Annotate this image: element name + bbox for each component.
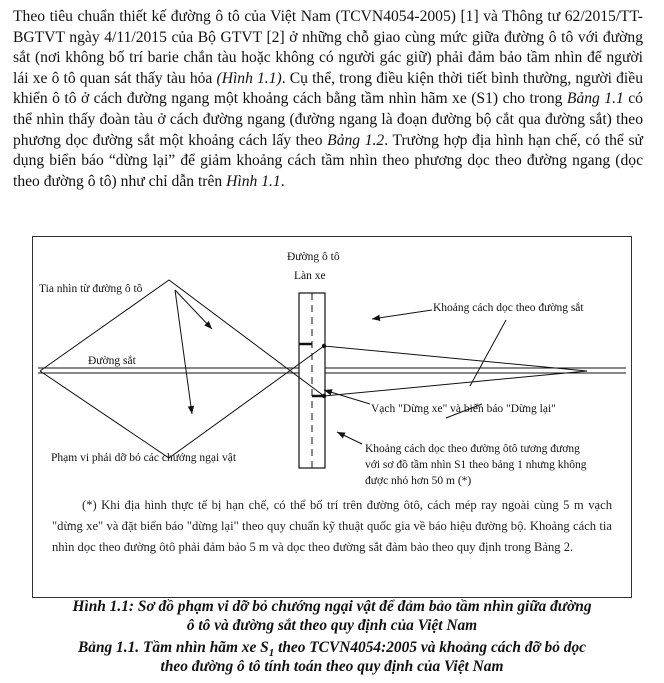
sightline-label: Tia nhìn từ đường ô tô [39, 283, 143, 295]
sight-point [322, 344, 326, 348]
leader-line [372, 310, 432, 319]
table-caption: theo đường ô tô tính toán theo quy định của Việt Nam [160, 658, 504, 675]
figure-note: (*) Khi địa hình thực tế bị hạn chế, có thể bố trí trên đường ôtô, cách mép ray ngoài cùng 5 m vạch "dừng xe" và đặt biển báo "dừng lại" theo quy chuẩn kỹ thuật quốc gia về báo hiệu đường bộ. Khoảng cách tia nhìn dọc theo đường ôtô phải đảm bảo 5 m và dọc theo đường sắt đảm bảo theo quy định trong Bảng 2. [52, 498, 612, 554]
road-distance-label: được nhỏ hơn 50 m (*) [365, 475, 472, 487]
leader-line [175, 290, 212, 329]
figure-caption: Hình 1.1: Sơ đồ phạm vi dỡ bỏ chướng ngại vật để đảm bảo tầm nhìn giữa đường [72, 598, 592, 615]
figure-reference: Hình 1.1 [226, 172, 281, 190]
stop-label: Vạch "Dừng xe" và biển báo "Dừng lại" [371, 403, 556, 415]
leader-line [337, 432, 362, 444]
railway-label: Đường sắt [88, 355, 136, 367]
table-reference: Bảng 1.2 [327, 131, 385, 149]
leader-line [470, 320, 506, 386]
sight-point [322, 394, 326, 398]
road-distance-label: Khoảng cách dọc theo đường ôtô tương đương [365, 443, 580, 455]
lane-label: Làn xe [294, 270, 326, 282]
table-reference: Bảng 1.1 [566, 90, 624, 108]
leader-line [175, 290, 192, 414]
clear-zone-label: Phạm vi phải dỡ bỏ các chướng ngại vật [51, 452, 237, 464]
rail-distance-label: Khoảng cách dọc theo đường sắt [433, 302, 584, 314]
figure-caption: ô tô và đường sắt theo quy định của Việt Nam [186, 617, 478, 634]
road-distance-label: với sơ đồ tầm nhìn S1 theo bảng 1 nhưng không [365, 459, 587, 471]
road-label: Đường ô tô [287, 251, 340, 263]
body-paragraph: Theo tiêu chuẩn thiết kế đường ô tô của Việt Nam (TCVN4054-2005) [1] và Thông tư 62/2015/TT-BGTVT ngày 4/11/2015 của Bộ GTVT [2] ở những chỗ giao cùng mức giữa đường ô tô với đường sắt (nơi không bố trí barie chắn tàu hoặc không có người gác giữ) phải đảm bảo tầm nhìn để người lái xe ô tô quan sát thấy tàu hỏa (Hình 1.1). Cụ thể, trong điều kiện thời tiết bình thường, người điều khiển ô tô ở cách đường ngang một khoảng cách bằng tầm nhìn hãm xe (S1) cho trong Bảng 1.1 có thể nhìn thấy đoàn tàu ở cách đường ngang (đường ngang là đoạn đường bộ cắt qua đường sắt) theo phương dọc đường sắt một khoảng cách lấy theo Bảng 1.2. Trường hợp địa hình hạn chế, có thể sử dụng biển báo “dừng lại” để giảm khoảng cách tầm nhìn theo phương dọc theo đường ngang (dọc theo đường ô tô) như chỉ dẫn trên Hình 1.1. [13, 8, 643, 190]
figure-reference: (Hình 1.1) [216, 69, 282, 87]
table-caption: Bảng 1.1. Tầm nhìn hãm xe $S_1$ theo TCVN4054:2005 và khoảng cách đỡ bỏ dọc [77, 639, 587, 660]
